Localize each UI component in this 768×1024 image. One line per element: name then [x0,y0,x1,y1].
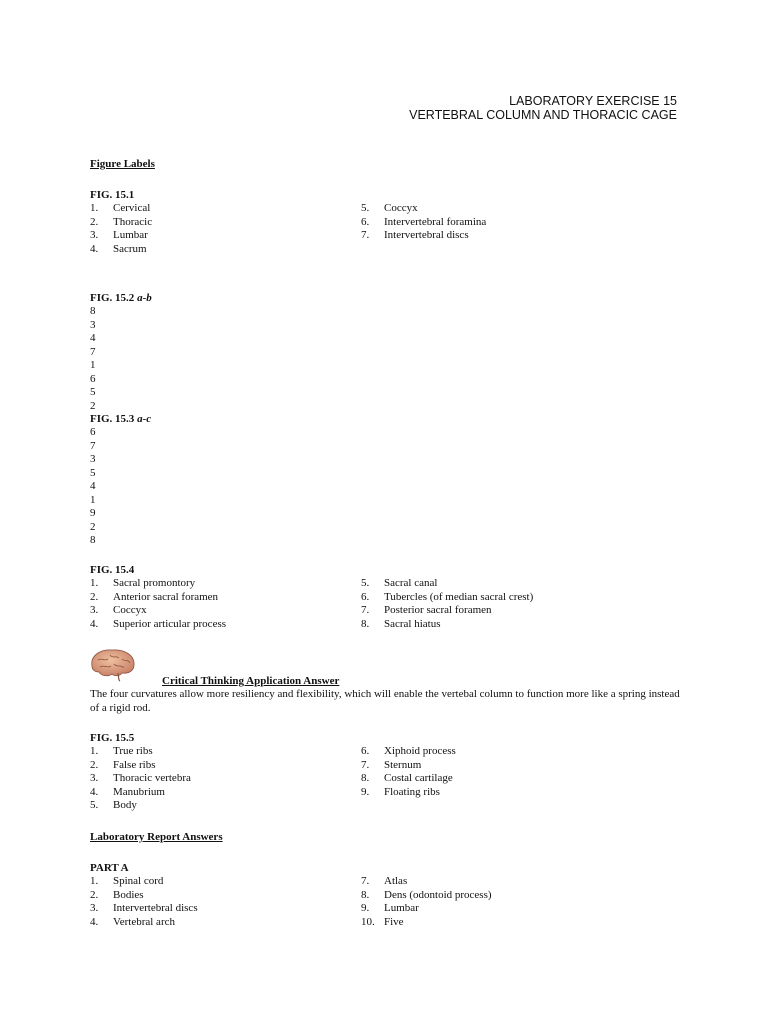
fig-15-2-title: FIG. 15.2 a-b [90,292,152,304]
item-label: Costal cartilage [384,772,453,784]
list-item [361,916,492,930]
answer-number: 4 [90,332,96,344]
answer-number: 3 [90,453,96,465]
fig-15-4-list-left [90,577,226,631]
item-label: Sacral hiatus [384,617,441,630]
list-item [361,772,456,786]
list-item [90,202,152,216]
exercise-subtitle: VERTEBRAL COLUMN AND THORACIC CAGE [409,108,677,122]
item-number: 7. [361,229,370,241]
item-number: 10. [361,915,375,928]
list-item [361,786,456,800]
item-number: 1. [90,875,99,887]
fig-15-2-values [90,305,96,413]
answer-number: 5 [90,466,96,479]
item-label: Tubercles (of median sacral crest) [384,590,534,603]
list-item [90,889,198,903]
answer-number: 1 [90,493,96,506]
fig-15-1-list-right [361,202,486,243]
list-item [90,604,226,618]
item-number: 3. [90,604,99,616]
list-item [90,916,198,930]
fig-15-1-title: FIG. 15.1 [90,189,135,201]
item-number: 7. [361,875,370,887]
item-number: 9. [361,785,370,798]
answer-number: 2 [90,520,96,533]
list-item [90,618,226,632]
item-label: Body [113,799,137,811]
item-number: 4. [90,242,99,255]
item-label: Dens (odontoid process) [384,888,492,901]
list-item [90,243,152,257]
critical-thinking-title: Critical Thinking Application Answer [162,675,340,687]
list-item [361,902,492,916]
item-label: Floating ribs [384,785,440,798]
item-label: Spinal cord [113,875,164,887]
part-a-title: PART A [90,862,129,874]
fig-15-3-title: FIG. 15.3 a-c [90,413,152,425]
fig-15-3-values [90,426,96,548]
item-number: 7. [361,758,370,771]
answer-number: 8 [90,305,96,317]
item-number: 6. [361,590,370,603]
list-item [361,604,533,618]
fig-15-4-list-right [361,577,533,631]
answer-number: 2 [90,399,96,412]
answer-number: 7 [90,439,96,452]
item-label: Thoracic [113,215,153,228]
item-label: Superior articular process [113,617,227,630]
list-item [90,577,226,591]
list-item [90,772,191,786]
item-number: 4. [90,785,99,798]
answer-number: 7 [90,345,96,358]
fig-15-4-title: FIG. 15.4 [90,564,135,576]
list-item [361,229,486,243]
item-number: 1. [90,745,99,757]
item-label: Intervertebral discs [113,902,198,914]
item-number: 6. [361,215,370,228]
item-label: True ribs [113,745,153,757]
list-item [90,902,198,916]
part-a-list-right [361,875,492,929]
item-label: Posterior sacral foramen [384,604,492,616]
critical-thinking-answer: The four curvatures allow more resiliency and flexibility, which will enable the vertebal column to function more like a spring instead of a rigid rod. [90,688,680,714]
item-label: Coccyx [113,604,147,616]
list-item [90,786,191,800]
item-number: 8. [361,772,370,784]
item-number: 5. [361,202,370,214]
item-label: Atlas [384,875,408,887]
fig-15-5-title: FIG. 15.5 [90,732,135,744]
item-number: 4. [90,617,99,630]
list-item [361,216,486,230]
fig-15-5-list-left [90,745,191,813]
list-item [361,577,533,591]
list-item [90,216,152,230]
item-label: Bodies [113,888,144,901]
answer-number: 4 [90,480,96,492]
item-number: 8. [361,888,370,901]
item-number: 4. [90,915,99,928]
item-label: Intervertebral foramina [384,215,487,228]
item-label: Sternum [384,758,422,771]
item-label: Anterior sacral foramen [113,590,219,603]
answer-number: 6 [90,426,96,438]
item-number: 2. [90,888,99,901]
fig-15-1-list-left [90,202,152,256]
list-item [361,591,533,605]
item-label: Manubrium [113,785,165,798]
list-item [90,799,191,813]
lab-report-heading: Laboratory Report Answers [90,831,223,843]
item-label: Sacral promontory [113,577,196,589]
item-label: Sacral canal [384,577,438,589]
list-item [90,591,226,605]
list-item [361,759,456,773]
item-number: 7. [361,604,370,616]
exercise-title: LABORATORY EXERCISE 15 [509,94,677,108]
item-label: Vertebral arch [113,915,175,928]
item-label: Xiphoid process [384,745,456,757]
list-item [361,618,533,632]
list-item [361,745,456,759]
item-label: Cervical [113,202,151,214]
item-number: 3. [90,902,99,914]
fig-15-5-list-right [361,745,456,799]
list-item [361,202,486,216]
figure-labels-heading: Figure Labels [90,158,155,170]
item-number: 6. [361,745,370,757]
answer-number: 8 [90,534,96,546]
list-item [90,875,198,889]
list-item [90,745,191,759]
item-number: 3. [90,229,99,241]
item-number: 2. [90,215,99,228]
item-number: 5. [361,577,370,589]
item-label: Sacrum [113,242,147,255]
answer-number: 3 [90,318,96,331]
item-label: False ribs [113,758,156,771]
item-label: Thoracic vertebra [113,772,191,784]
item-label: Five [384,915,404,928]
answer-number: 1 [90,359,96,371]
item-number: 9. [361,902,370,914]
list-item [90,759,191,773]
brain-icon [88,646,138,682]
answer-number: 5 [90,386,96,398]
item-number: 2. [90,758,99,771]
item-label: Lumbar [384,902,419,914]
item-number: 2. [90,590,99,603]
item-number: 1. [90,577,99,589]
item-number: 3. [90,772,99,784]
item-label: Lumbar [113,229,148,241]
list-item [90,229,152,243]
item-label: Intervertebral discs [384,229,469,241]
item-label: Coccyx [384,202,418,214]
item-number: 1. [90,202,99,214]
item-number: 8. [361,617,370,630]
item-number: 5. [90,799,99,811]
answer-number: 6 [90,372,96,385]
part-a-list-left [90,875,198,929]
answer-number: 9 [90,507,96,519]
list-item [361,875,492,889]
list-item [361,889,492,903]
